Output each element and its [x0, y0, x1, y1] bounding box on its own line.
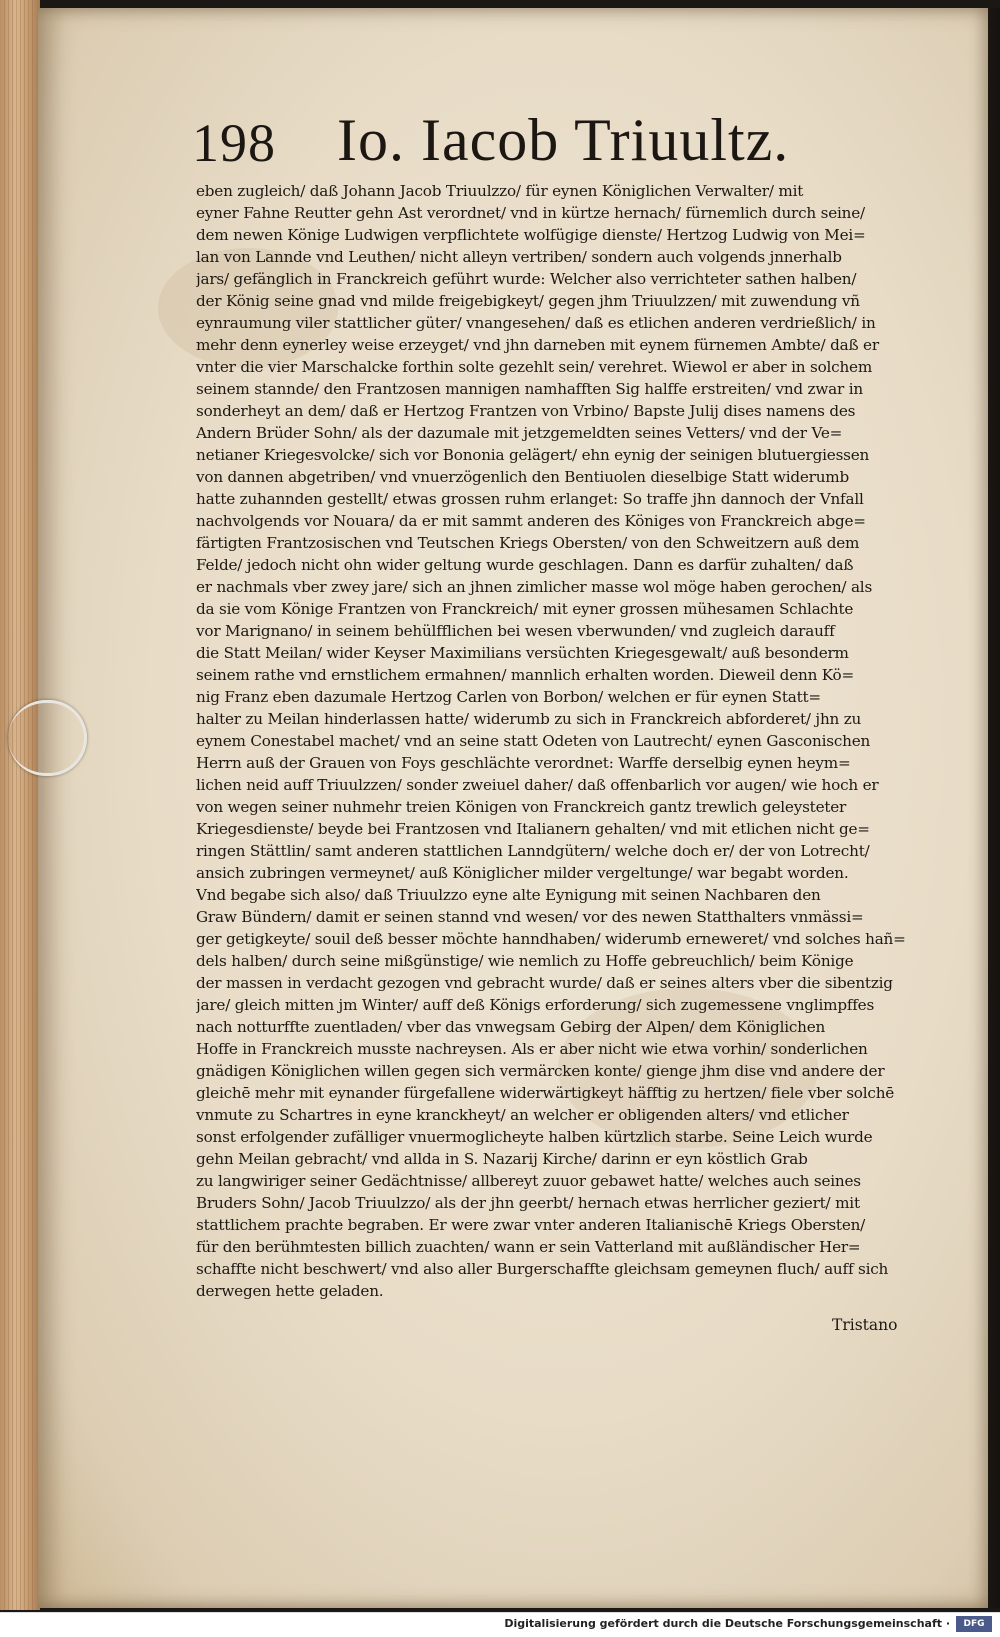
page-edge-texture [4, 0, 36, 1610]
text-line: gehn Meilan gebracht/ vnd allda in S. Nazarij Kirche/ darinn er eyn köstlich Grab [196, 1150, 808, 1168]
text-line: Kriegesdienste/ beyde bei Frantzosen vnd Italianern gehalten/ vnd mit etlichen nicht ge= [196, 820, 870, 838]
text-line: mehr denn eynerley weise erzeyget/ vnd jhn darneben mit eynem fürnemen Ambte/ daß er [196, 336, 879, 354]
text-line: vor Marignano/ in seinem behülfflichen bei wesen vberwunden/ vnd zugleich darauff [196, 622, 835, 640]
text-line: seinem rathe vnd ernstlichem ermahnen/ mannlich erhalten worden. Dieweil denn Kö= [196, 666, 854, 684]
text-line: für den berühmtesten billich zuachten/ wann er sein Vatterland mit außländischer Her= [196, 1238, 861, 1256]
text-line: Herrn auß der Grauen von Foys geschlächte verordnet: Warffe derselbig eynen heym= [196, 754, 851, 772]
text-line: da sie vom Könige Frantzen von Franckreich/ mit eyner grossen mühesamen Schlachte [196, 600, 854, 618]
text-line: Vnd begabe sich also/ daß Triuulzzo eyne alte Eynigung mit seinen Nachbaren den [196, 886, 821, 904]
running-title: Io. Iacob Triuultz. [337, 107, 790, 173]
text-line: der König seine gnad vnd milde freigebigkeyt/ gegen jhm Triuulzzen/ mit zuwendung vñ [196, 292, 860, 310]
text-line: ansich zubringen vermeynet/ auß Königlicher milder vergeltunge/ war begabt worden. [196, 864, 849, 882]
text-line: sonst erfolgender zufälliger vnuermoglicheyte halben kürtzlich starbe. Seine Leich wurde [196, 1128, 873, 1146]
text-line: von wegen seiner nuhmehr treien Königen von Franckreich gantz trewlich geleysteter [196, 798, 847, 816]
text-line: ringen Stättlin/ samt anderen stattlichen Lanndgütern/ welche doch er/ der von Lotrecht/ [196, 842, 870, 860]
text-line: Bruders Sohn/ Jacob Triuulzzo/ als der jhn geerbt/ hernach etwas herrlicher geziert/ mit [196, 1194, 860, 1212]
text-line: hatte zuhannden gestellt/ etwas grossen ruhm erlanget: So traffe jhn dannoch der Vnfall [196, 490, 864, 508]
text-line: Graw Bündern/ damit er seinen stannd vnd wesen/ vor des newen Statthalters vnmässi= [196, 908, 864, 926]
body-text [196, 180, 908, 1302]
catchword: Tristano [832, 1316, 898, 1334]
text-line: nach notturffte zuentladen/ vber das vnwegsam Gebirg der Alpen/ dem Königlichen [196, 1018, 826, 1036]
footer-bar [0, 1612, 1000, 1637]
text-line: lan von Lannde vnd Leuthen/ nicht alleyn vertriben/ sondern auch volgends jnnerhalb [196, 248, 842, 266]
text-line: Hoffe in Franckreich musste nachreysen. Als er aber nicht wie etwa vorhin/ sonderlichen [196, 1040, 868, 1058]
text-line: färtigten Frantzosischen vnd Teutschen Kriegs Obersten/ von den Schweitzern auß dem [196, 534, 860, 552]
text-line: der massen in verdacht gezogen vnd gebracht wurde/ daß er seines alters vber die sibentzig [196, 974, 893, 992]
text-line: eyner Fahne Reutter gehn Ast verordnet/ vnd in kürtze hernach/ fürnemlich durch seine/ [196, 204, 865, 222]
text-line: jare/ gleich mitten jm Winter/ auff deß Königs erforderung/ sich zugemessene vnglimpffes [196, 996, 875, 1014]
text-line: zu langwiriger seiner Gedächtnisse/ allbereyt zuuor gebawet hatte/ welches auch seines [196, 1172, 861, 1190]
text-line: nachvolgends vor Nouara/ da er mit sammt anderen des Königes von Franckreich abge= [196, 512, 866, 530]
text-line: die Statt Meilan/ wider Keyser Maximilians versüchten Kriegesgewalt/ auß besonderm [196, 644, 849, 662]
text-line: er nachmals vber zwey jare/ sich an jhnen zimlicher masse wol möge haben gerochen/ als [196, 578, 873, 596]
text-line: dels halben/ durch seine mißgünstige/ wie nemlich zu Hoffe gebreuchlich/ beim Könige [196, 952, 854, 970]
text-line: nig Franz eben dazumale Hertzog Carlen von Borbon/ welchen er für eynen Statt= [196, 688, 821, 706]
text-line: seinem stannde/ den Frantzosen mannigen namhafften Sig halffe erstreiten/ vnd zwar in [196, 380, 863, 398]
text-line: gleichē mehr mit eynander fürgefallene widerwärtigkeyt häfftig zu hertzen/ fiele vber solchē [196, 1084, 895, 1102]
text-line: Andern Brüder Sohn/ als der dazumale mit jetzgemeldten seines Vetters/ vnd der Ve= [196, 424, 843, 442]
text-line: schaffte nicht beschwert/ vnd also aller Burgerschaffte gleichsam gemeynen fluch/ auff sich [196, 1260, 889, 1278]
text-line: vnter die vier Marschalcke forthin solte gezehlt sein/ verehret. Wiewol er aber in solchem [196, 358, 873, 376]
text-line: jars/ gefänglich in Franckreich geführt wurde: Welcher also verrichteter sathen halben/ [196, 270, 857, 288]
text-line: Felde/ jedoch nicht ohn wider geltung wurde geschlagen. Dann es darfür zuhalten/ daß [196, 556, 854, 574]
text-line: halter zu Meilan hinderlassen hatte/ widerumb zu sich in Franckreich abforderet/ jhn zu [196, 710, 862, 728]
text-line: sonderheyt an dem/ daß er Hertzog Frantzen von Vrbino/ Bapste Julij dises namens des [196, 402, 856, 420]
text-line: eben zugleich/ daß Johann Jacob Triuulzzo/ für eynen Königlichen Verwalter/ mit [196, 182, 804, 200]
text-line: eynem Conestabel machet/ vnd an seine statt Odeten von Lautrecht/ eynen Gasconischen [196, 732, 871, 750]
text-line: von dannen abgetriben/ vnd vnuerzögenlich den Bentiuolen dieselbige Statt widerumb [196, 468, 850, 486]
footer-credit: Digitalisierung gefördert durch die Deutsche Forschungsgemeinschaft · [504, 1617, 950, 1630]
text-line: gnädigen Königlichen willen gegen sich vermärcken konte/ gienge jhm dise vnd andere der [196, 1062, 885, 1080]
page-header [192, 107, 792, 182]
text-line: eynraumung viler stattlicher güter/ vnangesehen/ daß es etlichen anderen verdrießlich/ in [196, 314, 876, 332]
text-line: stattlichem prachte begraben. Er were zwar vnter anderen Italianischē Kriegs Obersten/ [196, 1216, 866, 1234]
text-line: netianer Kriegesvolcke/ sich vor Bononia gelägert/ ehn eynig der seinigen blutuergiessen [196, 446, 870, 464]
text-line: dem newen Könige Ludwigen verpflichtete wolfügige dienste/ Hertzog Ludwig von Mei= [196, 226, 866, 244]
page-number: 198 [192, 113, 276, 173]
page-tab-clip [8, 700, 87, 776]
text-line: vnmute zu Schartres in eyne kranckheyt/ an welcher er obligenden alters/ vnd etlicher [196, 1106, 849, 1124]
text-line: ger getigkeyte/ souil deß besser möchte hanndhaben/ widerumb erneweret/ vnd solches hañ= [196, 930, 906, 948]
book-page-edges [0, 0, 40, 1610]
text-line: derwegen hette geladen. [196, 1282, 384, 1300]
text-line: lichen neid auff Triuulzzen/ sonder zweiuel daher/ daß offenbarlich vor augen/ wie hoch er [196, 776, 879, 794]
dfg-logo-icon: DFG [956, 1616, 992, 1632]
